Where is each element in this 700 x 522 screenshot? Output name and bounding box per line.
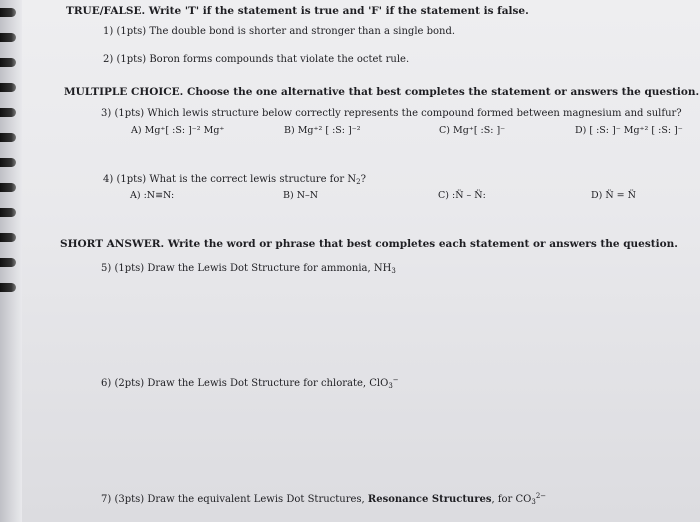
binder-ring [0,233,16,242]
question-1: 1) (1pts) The double bond is shorter and stronger than a single bond. [103,26,456,37]
binder-ring [0,158,16,167]
question-2: 2) (1pts) Boron forms compounds that violate the octet rule. [103,54,410,65]
q3-choice-c: C) Mg⁺[ :S: ]⁻ [439,125,506,136]
q3-choice-b: B) Mg⁺² [ :S: ]⁻² [284,125,361,136]
binder-ring [0,8,16,17]
question-3: 3) (1pts) Which lewis structure below correctly represents the compound formed between magnesium and sulfur? [101,108,682,119]
question-5: 5) (1pts) Draw the Lewis Dot Structure for ammonia, $NH_3$ [101,263,396,275]
binder-ring [0,133,16,142]
true-false-heading: TRUE/FALSE. Write 'T' if the statement is true and 'F' if the statement is false. [66,5,529,17]
binder-ring [0,58,16,67]
q4-choice-a: A) :N≡N: [130,190,175,201]
q3-choice-a: A) Mg⁺[ :S: ]⁻² Mg⁺ [131,125,225,136]
question-6: 6) (2pts) Draw the Lewis Dot Structure for chlorate, ClO$_3$− [101,376,399,390]
question-4: 4) (1pts) What is the correct lewis structure for $N_2$? [103,174,366,186]
q4-choice-c: C) :N̈ – N̈: [438,190,486,201]
binder-ring [0,183,16,192]
binder-ring [0,258,16,267]
binder-edge [0,0,22,522]
q4-choice-d: D) N̈ = N̈ [591,190,636,201]
binder-ring [0,208,16,217]
binder-ring [0,283,16,292]
short-answer-heading: SHORT ANSWER. Write the word or phrase that best completes each statement or answers the question. [60,238,678,250]
q4-choice-b: B) N–N [283,190,319,201]
binder-ring [0,83,16,92]
binder-ring [0,33,16,42]
question-7: 7) (3pts) Draw the equivalent Lewis Dot Structures, Resonance Structures, for $CO_3^{2-}$ [101,492,547,506]
multiple-choice-heading: MULTIPLE CHOICE. Choose the one alternative that best completes the statement or answers the question. [64,86,700,98]
binder-ring [0,108,16,117]
q3-choice-d: D) [ :S: ]⁻ Mg⁺² [ :S: ]⁻ [575,125,683,136]
